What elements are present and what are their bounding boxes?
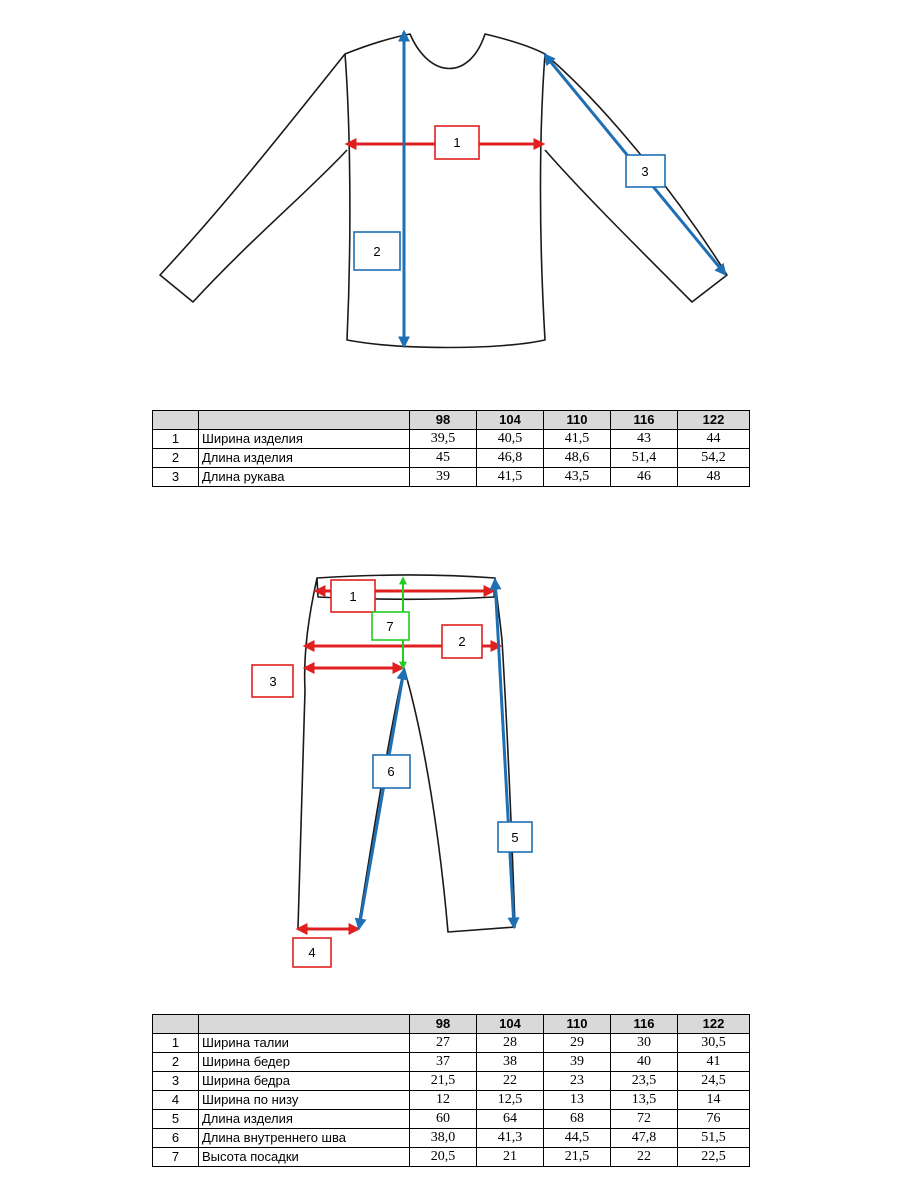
row-name: Ширина бедра: [199, 1072, 410, 1091]
cell-value: 48,6: [544, 449, 611, 468]
cell-value: 38,0: [410, 1129, 477, 1148]
cell-value: 39: [544, 1053, 611, 1072]
cell-value: 44,5: [544, 1129, 611, 1148]
table-row: [153, 1091, 750, 1110]
marker-1: [435, 126, 479, 159]
table-row: [153, 1034, 750, 1053]
cell-value: 14: [678, 1091, 750, 1110]
header-size: 122: [678, 1015, 750, 1034]
cell-value: 23: [544, 1072, 611, 1091]
row-num: 3: [153, 1072, 199, 1091]
pants-size-table: [152, 1014, 750, 1167]
cell-value: 48: [678, 468, 750, 487]
shirt-outline: [160, 34, 727, 348]
cell-value: 47,8: [611, 1129, 678, 1148]
table-header-row: [153, 411, 750, 430]
cell-value: 21: [477, 1148, 544, 1167]
marker-1: [331, 580, 375, 612]
marker-2: [442, 625, 482, 658]
header-num: [153, 1015, 199, 1034]
row-name: Длина рукава: [199, 468, 410, 487]
row-name: Длина внутреннего шва: [199, 1129, 410, 1148]
measure-line-6: [359, 670, 404, 928]
cell-value: 40: [611, 1053, 678, 1072]
cell-value: 76: [678, 1110, 750, 1129]
cell-value: 38: [477, 1053, 544, 1072]
cell-value: 45: [410, 449, 477, 468]
row-num: 6: [153, 1129, 199, 1148]
table-row: [153, 1129, 750, 1148]
cell-value: 54,2: [678, 449, 750, 468]
svg-text:2: 2: [458, 634, 466, 649]
cell-value: 30,5: [678, 1034, 750, 1053]
cell-value: 41,3: [477, 1129, 544, 1148]
cell-value: 13: [544, 1091, 611, 1110]
cell-value: 29: [544, 1034, 611, 1053]
cell-value: 21,5: [410, 1072, 477, 1091]
svg-text:3: 3: [269, 674, 277, 689]
marker-5: [498, 822, 532, 852]
row-name: Длина изделия: [199, 1110, 410, 1129]
header-size: 104: [477, 1015, 544, 1034]
row-num: 2: [153, 1053, 199, 1072]
cell-value: 23,5: [611, 1072, 678, 1091]
row-num: 7: [153, 1148, 199, 1167]
cell-value: 22,5: [678, 1148, 750, 1167]
cell-value: 20,5: [410, 1148, 477, 1167]
marker-7: [372, 612, 409, 640]
header-size: 104: [477, 411, 544, 430]
cell-value: 46: [611, 468, 678, 487]
header-size: 98: [410, 1015, 477, 1034]
cell-value: 43,5: [544, 468, 611, 487]
marker-4: [293, 938, 331, 967]
cell-value: 12: [410, 1091, 477, 1110]
row-num: 4: [153, 1091, 199, 1110]
cell-value: 28: [477, 1034, 544, 1053]
row-name: Ширина талии: [199, 1034, 410, 1053]
row-name: Высота посадки: [199, 1148, 410, 1167]
svg-text:6: 6: [387, 764, 395, 779]
table-row: [153, 468, 750, 487]
table-row: [153, 1053, 750, 1072]
cell-value: 37: [410, 1053, 477, 1072]
row-name: Длина изделия: [199, 449, 410, 468]
cell-value: 22: [611, 1148, 678, 1167]
svg-text:7: 7: [386, 619, 394, 634]
cell-value: 51,4: [611, 449, 678, 468]
cell-value: 60: [410, 1110, 477, 1129]
table-row: [153, 1148, 750, 1167]
header-size: 116: [611, 411, 678, 430]
table-row: [153, 1072, 750, 1091]
header-name: [199, 1015, 410, 1034]
row-num: 1: [153, 1034, 199, 1053]
row-num: 5: [153, 1110, 199, 1129]
cell-value: 22: [477, 1072, 544, 1091]
svg-text:3: 3: [641, 164, 649, 179]
shirt-size-table: [152, 410, 750, 487]
header-size: 122: [678, 411, 750, 430]
row-name: Ширина бедер: [199, 1053, 410, 1072]
header-name: [199, 411, 410, 430]
svg-text:4: 4: [308, 945, 316, 960]
cell-value: 30: [611, 1034, 678, 1053]
svg-text:1: 1: [453, 135, 461, 150]
cell-value: 21,5: [544, 1148, 611, 1167]
cell-value: 41,5: [477, 468, 544, 487]
marker-3: [626, 155, 665, 187]
table-header-row: [153, 1015, 750, 1034]
cell-value: 12,5: [477, 1091, 544, 1110]
cell-value: 41,5: [544, 430, 611, 449]
row-name: Ширина изделия: [199, 430, 410, 449]
row-num: 2: [153, 449, 199, 468]
header-size: 110: [544, 1015, 611, 1034]
cell-value: 13,5: [611, 1091, 678, 1110]
cell-value: 51,5: [678, 1129, 750, 1148]
svg-text:2: 2: [373, 244, 381, 259]
header-size: 116: [611, 1015, 678, 1034]
cell-value: 24,5: [678, 1072, 750, 1091]
pants-diagram: [0, 560, 900, 980]
shirt-diagram: [0, 0, 900, 380]
cell-value: 43: [611, 430, 678, 449]
table-row: [153, 430, 750, 449]
row-num: 3: [153, 468, 199, 487]
table-row: [153, 1110, 750, 1129]
table-row: [153, 449, 750, 468]
cell-value: 39,5: [410, 430, 477, 449]
marker-3: [252, 665, 293, 697]
header-size: 98: [410, 411, 477, 430]
marker-6: [373, 755, 410, 788]
row-num: 1: [153, 430, 199, 449]
svg-text:5: 5: [511, 830, 519, 845]
cell-value: 27: [410, 1034, 477, 1053]
measure-line-5: [495, 580, 514, 927]
svg-text:1: 1: [349, 589, 357, 604]
cell-value: 72: [611, 1110, 678, 1129]
header-size: 110: [544, 411, 611, 430]
cell-value: 64: [477, 1110, 544, 1129]
cell-value: 40,5: [477, 430, 544, 449]
row-name: Ширина по низу: [199, 1091, 410, 1110]
cell-value: 44: [678, 430, 750, 449]
header-num: [153, 411, 199, 430]
cell-value: 41: [678, 1053, 750, 1072]
marker-2: [354, 232, 400, 270]
cell-value: 46,8: [477, 449, 544, 468]
cell-value: 39: [410, 468, 477, 487]
cell-value: 68: [544, 1110, 611, 1129]
